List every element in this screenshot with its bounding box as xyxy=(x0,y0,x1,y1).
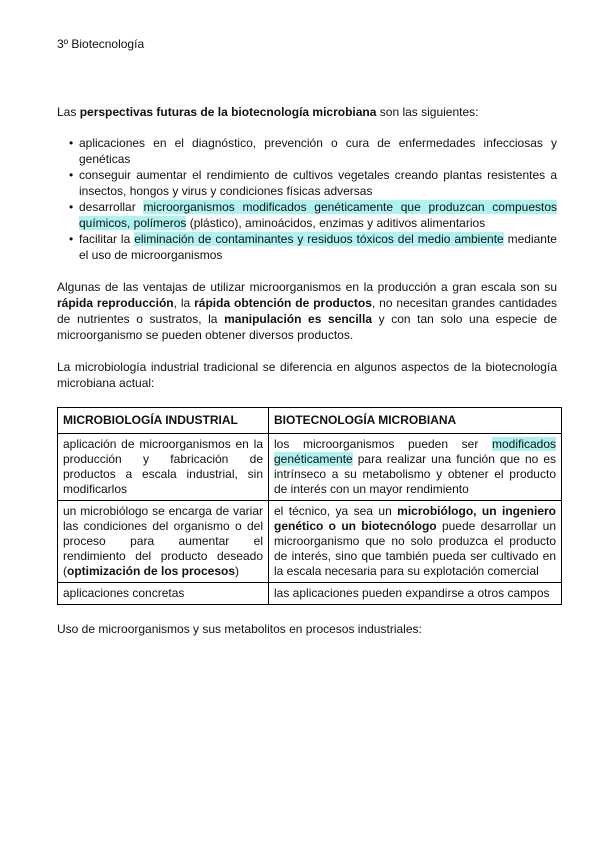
cell-text: un microbiólogo se encarga de variar las condiciones del organismo o del proceso para aumentar el rendimiento del producto deseado ( xyxy=(63,504,263,578)
intro-text: Las xyxy=(57,105,80,119)
table-row xyxy=(58,501,562,583)
list-item xyxy=(69,231,557,263)
table-cell xyxy=(58,501,269,583)
perspectives-list xyxy=(57,135,557,263)
list-item-text: (plástico), aminoácidos, enzimas y aditivos alimentarios xyxy=(186,216,486,230)
table-cell xyxy=(269,434,562,501)
cell-bold: microbiólogo, un ingeniero genético o un biotecnólogo xyxy=(274,504,557,533)
list-item-text: facilitar la xyxy=(79,232,135,246)
cell-bold: optimización de los procesos xyxy=(67,564,236,578)
advantages-text: , la xyxy=(173,296,195,310)
highlighted-text: eliminación de contaminantes y residuos tóxicos del medio ambiente xyxy=(134,232,504,246)
table-row xyxy=(58,434,562,501)
table-cell: aplicaciones concretas xyxy=(58,583,269,605)
highlighted-text: modificados genéticamente xyxy=(274,437,556,466)
cell-text: para realizar una función que no es intrínseco a su metabolismo y obtener el producto de interés con un mayor rendimiento xyxy=(274,452,556,496)
table-cell xyxy=(269,501,562,583)
list-item xyxy=(69,135,557,167)
list-item-text: desarrollar xyxy=(79,200,144,214)
comparison-table xyxy=(57,407,562,605)
intro-paragraph xyxy=(57,104,557,120)
cell-text: el técnico, ya sea un xyxy=(274,504,398,518)
advantages-bold: rápida reproducción xyxy=(57,296,174,310)
cell-text: los microorganismos pueden ser xyxy=(274,437,492,451)
cell-text: puede desarrollar un microorganismo que no solo produzca el producto de interés, sino que también pueda ser cultivado en la escala necesaria para su explotación comercial xyxy=(274,519,556,578)
cell-text: ) xyxy=(235,564,240,578)
table-cell: aplicación de microorganismos en la producción y fabricación de productos a escala industrial, sin modificarlos xyxy=(58,434,269,501)
list-item-text: conseguir aumentar el rendimiento de cultivos vegetales creando plantas resistentes a insectos, hongos y virus y condiciones físicas adversas xyxy=(79,168,557,198)
table-header-biotech: BIOTECNOLOGÍA MICROBIANA xyxy=(269,408,562,434)
advantages-text: , no necesitan grandes cantidades de nutrientes o sustratos, la xyxy=(57,296,558,326)
advantages-paragraph xyxy=(57,279,557,343)
table-header-row xyxy=(58,408,562,434)
advantages-bold: manipulación es sencilla xyxy=(224,312,373,326)
table-header-industrial: MICROBIOLOGÍA INDUSTRIAL xyxy=(58,408,269,434)
table-row xyxy=(58,583,562,605)
page-header: 3º Biotecnología xyxy=(57,37,145,51)
list-item-text: mediante el uso de microorganismos xyxy=(79,232,557,262)
comparison-intro: La microbiología industrial tradicional se diferencia en algunos aspectos de la biotecnología microbiana actual: xyxy=(57,360,557,390)
highlighted-text: microorganismos modificados genéticamente que produzcan compuestos químicos, polímeros xyxy=(79,200,557,230)
advantages-text: y con tan solo una especie de microorganismo se pueden obtener diversos productos. xyxy=(57,312,557,342)
list-item-text: aplicaciones en el diagnóstico, prevención o cura de enfermedades infecciosas y genéticas xyxy=(79,136,557,166)
intro-bold: perspectivas futuras de la biotecnología microbiana xyxy=(79,105,377,119)
advantages-bold: rápida obtención de productos xyxy=(194,296,372,310)
list-item xyxy=(69,167,557,199)
table-cell: las aplicaciones pueden expandirse a otros campos xyxy=(269,583,562,605)
advantages-text: Algunas de las ventajas de utilizar microorganismos en la producción a gran escala son su xyxy=(57,280,557,294)
list-item xyxy=(69,199,557,231)
closing-paragraph: Uso de microorganismos y sus metabolitos en procesos industriales: xyxy=(57,622,422,636)
intro-text-end: son las siguientes: xyxy=(376,105,479,119)
document-body xyxy=(57,104,557,637)
